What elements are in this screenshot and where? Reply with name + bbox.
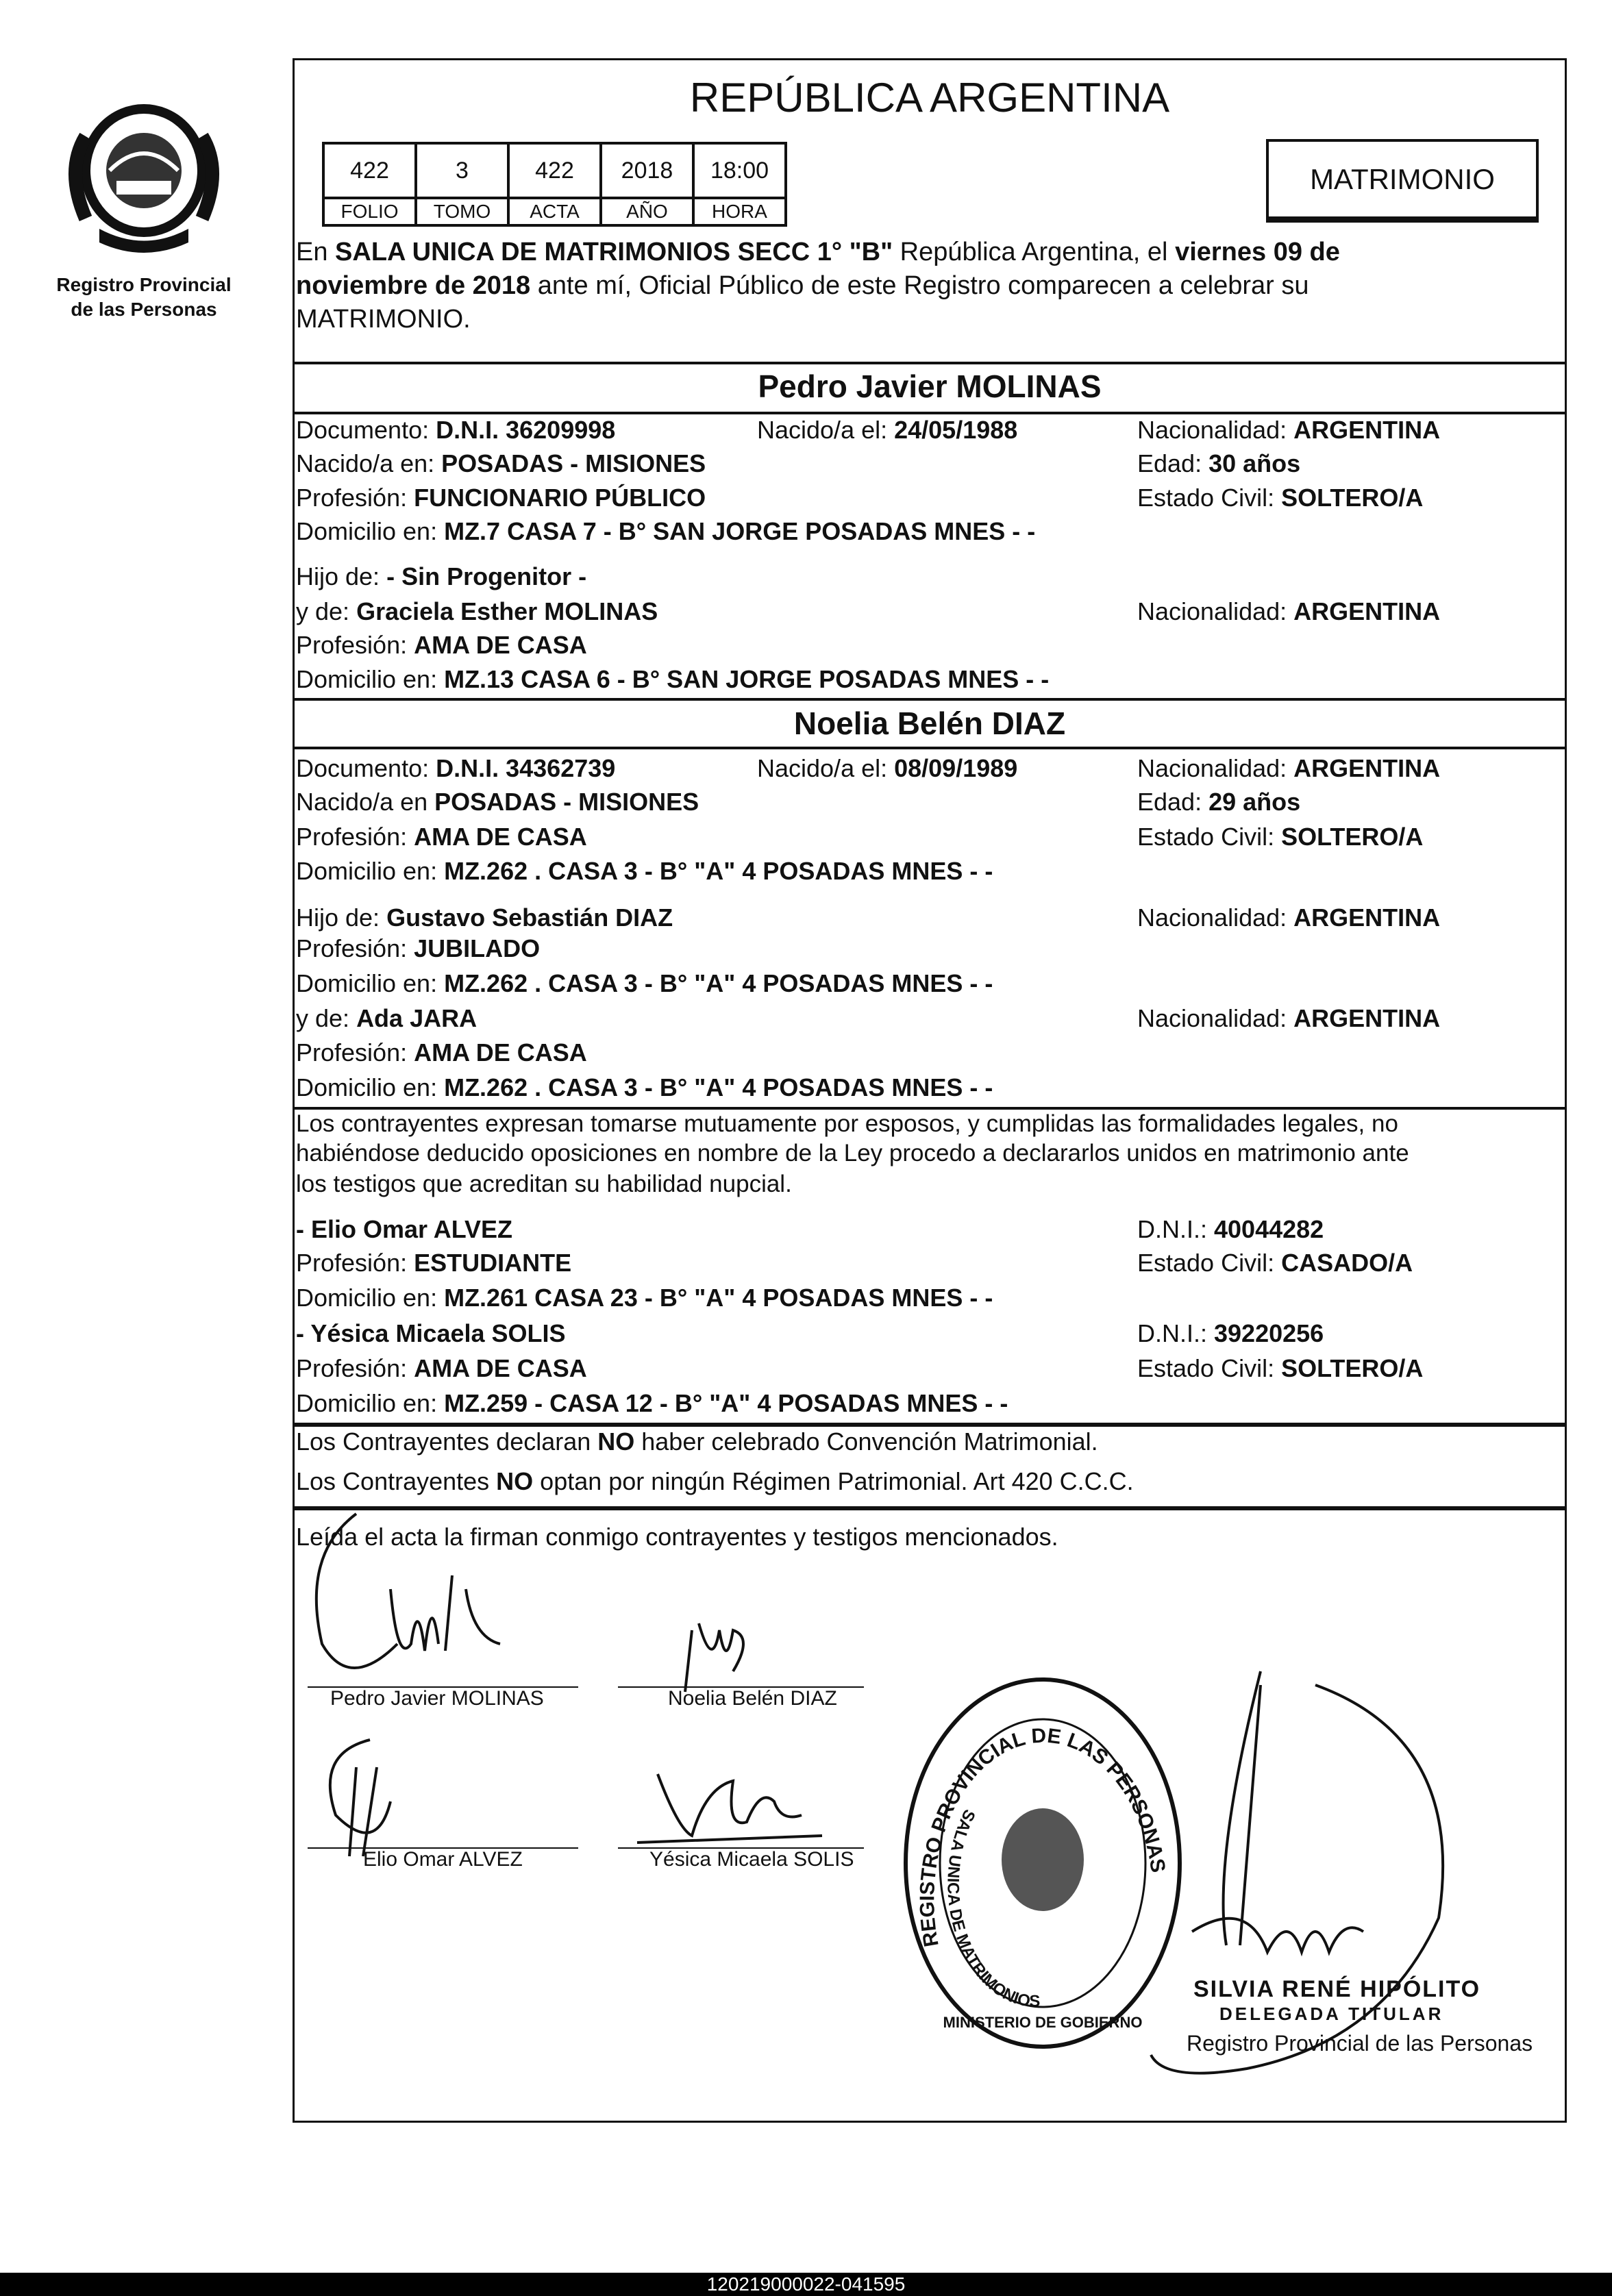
groom-signature-label: Pedro Javier MOLINAS (330, 1687, 544, 1710)
groom-signature (295, 1486, 569, 1712)
witness-1-signature-label: Elio Omar ALVEZ (363, 1848, 523, 1871)
acta-value: 422 (508, 143, 601, 198)
bride-civil-status: Estado Civil: SOLTERO/A (1137, 823, 1424, 851)
groom-profession: Profesión: FUNCIONARIO PÚBLICO (296, 484, 706, 512)
province-emblem-logo (58, 95, 230, 253)
regime-line-2: Los Contrayentes NO optan por ningún Régimen Patrimonial. Art 420 C.C.C. (296, 1467, 1134, 1495)
stamp-outer-text: REGISTRO PROVINCIAL DE LAS PERSONAS (916, 1724, 1169, 1949)
intro-line-2: noviembre de 2018 ante mí, Oficial Público de este Registro comparecen a celebrar su (296, 271, 1309, 300)
bride-name: Noelia Belén DIAZ (793, 706, 1066, 741)
groom-mother-address: Domicilio en: MZ.13 CASA 6 - B° SAN JORGE POSADAS MNES - - (296, 665, 1050, 693)
declaration-line-3: los testigos que acreditan su habilidad nupcial. (296, 1171, 792, 1197)
logo-caption-line2: de las Personas (71, 299, 217, 320)
bride-address: Domicilio en: MZ.262 . CASA 3 - B° "A" 4 POSADAS MNES - - (296, 857, 993, 885)
bride-profession: Profesión: AMA DE CASA (296, 823, 587, 851)
bride-father-address: Domicilio en: MZ.262 . CASA 3 - B° "A" 4 POSADAS MNES - - (296, 969, 993, 997)
bride-mother-nationality: Nacionalidad: ARGENTINA (1137, 1004, 1441, 1032)
divider (293, 698, 1567, 701)
bride-age: Edad: 29 años (1137, 788, 1301, 816)
bride-document: Documento: D.N.I. 34362739 (296, 754, 616, 782)
intro-line-1: En SALA UNICA DE MATRIMONIOS SECC 1° "B" República Argentina, el viernes 09 de (296, 238, 1340, 266)
witness-1-profession: Profesión: ESTUDIANTE (296, 1249, 572, 1277)
groom-document: Documento: D.N.I. 36209998 (296, 416, 616, 444)
groom-father: Hijo de: - Sin Progenitor - (296, 562, 587, 590)
bride-mother-profession: Profesión: AMA DE CASA (296, 1038, 587, 1066)
groom-birthplace: Nacido/a en: POSADAS - MISIONES (296, 449, 706, 477)
regime-line-1: Los Contrayentes declaran NO haber celebrado Convención Matrimonial. (296, 1427, 1098, 1456)
declaration-line-1: Los contrayentes expresan tomarse mutuamente por esposos, y cumplidas las formalidades legales, no (296, 1110, 1398, 1137)
document-title: REPÚBLICA ARGENTINA (689, 75, 1170, 121)
intro-line-3: MATRIMONIO. (296, 305, 471, 334)
bride-mother-address: Domicilio en: MZ.262 . CASA 3 - B° "A" 4 POSADAS MNES - - (296, 1073, 993, 1101)
witness-2-profession: Profesión: AMA DE CASA (296, 1354, 587, 1382)
official-organization: Registro Provincial de las Personas (1187, 2031, 1533, 2056)
bride-nationality: Nacionalidad: ARGENTINA (1137, 754, 1441, 782)
hour-label: HORA (693, 198, 786, 225)
witness-2-address: Domicilio en: MZ.259 - CASA 12 - B° "A" 4 POSADAS MNES - - (296, 1389, 1008, 1417)
witness-2-dni: D.N.I.: 39220256 (1137, 1319, 1324, 1347)
stamp-bottom-text: MINISTERIO DE GOBIERNO (943, 2014, 1143, 2031)
year-value: 2018 (601, 143, 693, 198)
acta-label: ACTA (508, 198, 601, 225)
registry-table (322, 142, 787, 227)
witness-2-signature-label: Yésica Micaela SOLIS (649, 1848, 854, 1871)
witness-1-civil-status: Estado Civil: CASADO/A (1137, 1249, 1413, 1277)
stamp-inner-text: SALA UNICA DE MATRIMONIOS (943, 1806, 1041, 2011)
divider (293, 362, 1567, 364)
document-type: MATRIMONIO (1310, 162, 1495, 195)
bride-signature-label: Noelia Belén DIAZ (668, 1687, 837, 1710)
divider (293, 747, 1567, 749)
groom-mother-profession: Profesión: AMA DE CASA (296, 631, 587, 659)
groom-birthdate: Nacido/a el: 24/05/1988 (757, 416, 1018, 444)
folio-value: 422 (323, 143, 416, 198)
bride-birthplace: Nacido/a en POSADAS - MISIONES (296, 788, 699, 816)
hour-value: 18:00 (693, 143, 786, 198)
bride-birthdate: Nacido/a el: 08/09/1989 (757, 754, 1018, 782)
tomo-value: 3 (416, 143, 508, 198)
groom-civil-status: Estado Civil: SOLTERO/A (1137, 484, 1424, 512)
bride-father: Hijo de: Gustavo Sebastián DIAZ (296, 903, 673, 932)
declaration-line-2: habiéndose deducido oposiciones en nombre de la Ley procedo a declararlos unidos en matrimonio ante (296, 1140, 1409, 1166)
witness-1-dni: D.N.I.: 40044282 (1137, 1215, 1324, 1243)
witness-2-signature (630, 1760, 836, 1849)
bride-mother: y de: Ada JARA (296, 1004, 478, 1032)
witness-2-name: - Yésica Micaela SOLIS (296, 1319, 566, 1347)
groom-mother: y de: Graciela Esther MOLINAS (296, 597, 658, 625)
bride-father-nationality: Nacionalidad: ARGENTINA (1137, 903, 1441, 932)
folio-label: FOLIO (323, 198, 416, 225)
document-barcode-number: 120219000022-041595 (0, 2273, 1612, 2296)
official-name: SILVIA RENÉ HIPÓLITO (1193, 1976, 1481, 2002)
witness-2-civil-status: Estado Civil: SOLTERO/A (1137, 1354, 1424, 1382)
witness-1-name: - Elio Omar ALVEZ (296, 1215, 513, 1243)
year-label: AÑO (601, 198, 693, 225)
witness-1-address: Domicilio en: MZ.261 CASA 23 - B° "A" 4 POSADAS MNES - - (296, 1284, 993, 1312)
logo-caption-line1: Registro Provincial (56, 274, 232, 295)
groom-address: Domicilio en: MZ.7 CASA 7 - B° SAN JORGE POSADAS MNES - - (296, 517, 1036, 545)
groom-age: Edad: 30 años (1137, 449, 1301, 477)
tomo-label: TOMO (416, 198, 508, 225)
official-signature (1110, 1658, 1480, 2096)
official-role: DELEGADA TITULAR (1219, 2004, 1444, 2024)
closing-text: Leída el acta la firman conmigo contrayentes y testigos mencionados. (296, 1523, 1058, 1551)
groom-mother-nationality: Nacionalidad: ARGENTINA (1137, 597, 1441, 625)
bride-father-profession: Profesión: JUBILADO (296, 934, 541, 962)
witness-1-signature (308, 1726, 432, 1863)
document-type-box (1266, 139, 1539, 223)
groom-nationality: Nacionalidad: ARGENTINA (1137, 416, 1441, 444)
groom-name: Pedro Javier MOLINAS (758, 369, 1102, 404)
